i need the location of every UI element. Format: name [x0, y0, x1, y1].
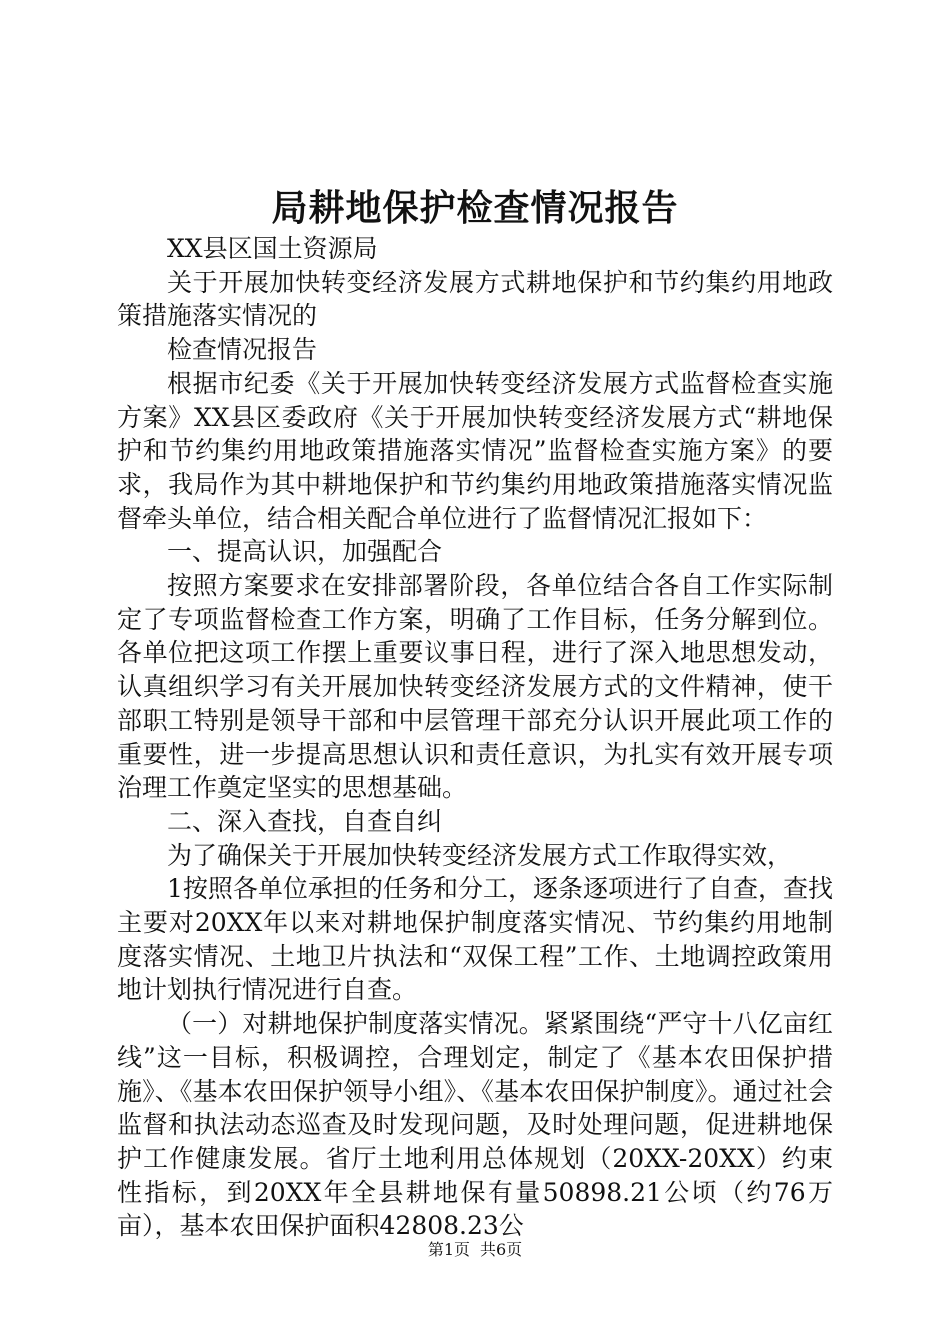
page-total: 共6页 — [480, 1240, 523, 1259]
document-title: 局耕地保护检查情况报告 — [271, 188, 679, 229]
paragraph-recipient: XX县区国土资源局 — [167, 234, 378, 263]
paragraph-subject: 关于开展加快转变经济发展方式耕地保护和节约集约用地政策措施落实情况的 — [117, 267, 833, 331]
section-heading-2: 二、深入查找，自查自纠 — [167, 806, 443, 836]
paragraph-subject-cont: 检查情况报告 — [167, 335, 318, 365]
section-heading-1: 一、提高认识，加强配合 — [167, 537, 443, 567]
page-number: 第1页 — [427, 1240, 470, 1259]
paragraph-subsection-1: （一）对耕地保护制度落实情况。紧紧围绕“严守十八亿亩红线”这一目标，积极调控，合理划定，制定了《基本农田保护措施》、《基本农田保护领导小组》、《基本农田保护制度》。通过社会监督和执法动态巡查及时发现问题，及时处理问题，促进耕地保护工作健康发展。省厅土地利用总体规划（20XX-20XX）约束性指标，到20XX年全县耕地保有量50898.21公顷（约76万亩），基本农田保护面积42808.23公 — [117, 1009, 833, 1241]
paragraph-section-2-intro: 为了确保关于开展加快转变经济发展方式工作取得实效， — [167, 840, 793, 870]
paragraph-intro: 根据市纪委《关于开展加快转变经济发展方式监督检查实施方案》XX县区委政府《关于开展加快转变经济发展方式“耕地保护和节约集约用地政策措施落实情况”监督检查实施方案》的要求，我局作为其中耕地保护和节约集约用地政策措施落实情况监督牵头单位，结合相关配合单位进行了监督情况汇报如下： — [117, 368, 833, 533]
paragraph-section-2-item-1: 1按照各单位承担的任务和分工，逐条逐项进行了自查，查找主要对20XX年以来对耕地保护制度落实情况、节约集约用地制度落实情况、土地卫片执法和“双保工程”工作、土地调控政策用地计划执行情况进行自查。 — [117, 874, 833, 1005]
document-body — [117, 232, 833, 1243]
page-footer — [0, 1238, 950, 1262]
paragraph-section-1: 按照方案要求在安排部署阶段，各单位结合各自工作实际制定了专项监督检查工作方案，明确了工作目标，任务分解到位。各单位把这项工作摆上重要议事日程，进行了深入地思想发动，认真组织学习有关开展加快转变经济发展方式的文件精神，使干部职工特别是领导干部和中层管理干部充分认识开展此项工作的重要性，进一步提高思想认识和责任意识，为扎实有效开展专项治理工作奠定坚实的思想基础。 — [117, 571, 833, 803]
